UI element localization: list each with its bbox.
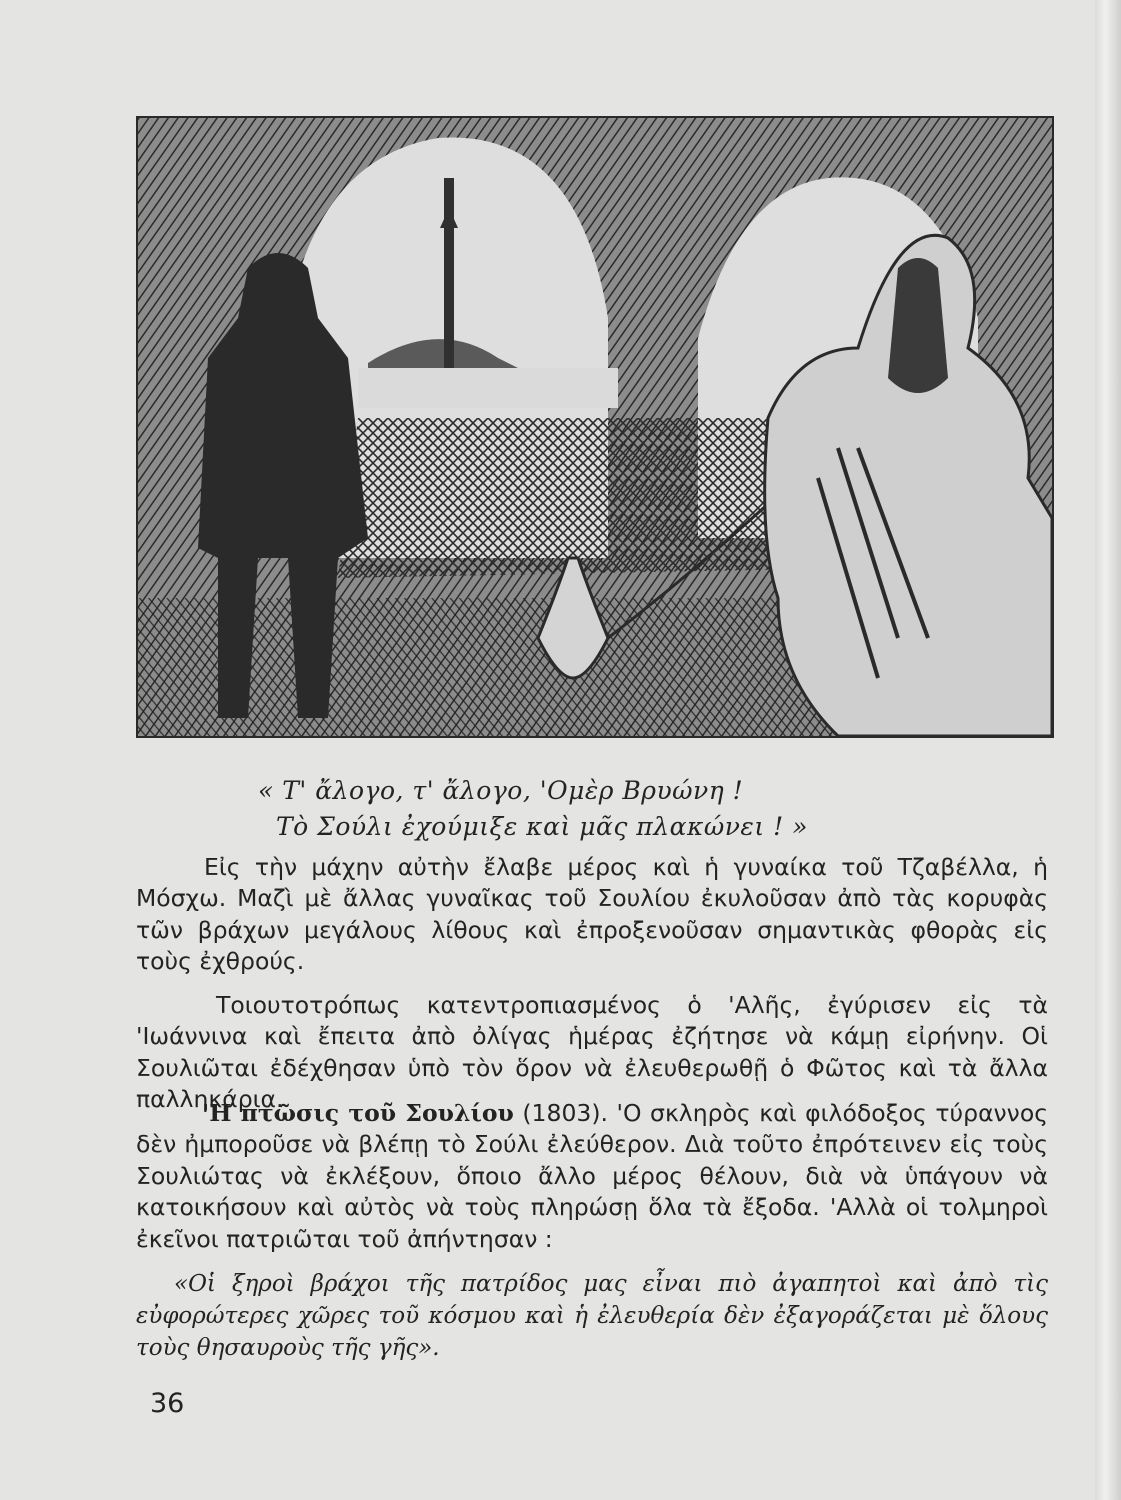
minaret xyxy=(444,178,454,368)
illustration-drawing xyxy=(138,118,1052,736)
paragraph-3-text: (1803). 'Ο σκληρὸς καὶ φιλόδοξος τύραννος δὲν ἠμποροῦσε νὰ βλέπῃ τὸ Σούλι ἐλεύθερον. Διὰ τοῦτο ἐπρότεινεν εἰς τοὺς Σουλιώτας νὰ ἐκλέξουν, ὅποιο ἄλλο μέρος θέλουν, διὰ νὰ ὑπάγουν νὰ κατοικήσουν καὶ αὐτὸς νὰ τοὺς πληρώσῃ ὅλα τὰ ἔξοδα. 'Αλλὰ οἱ τολμηροὶ ἐκεῖνοι πατριῶται τοῦ ἀπήντησαν : xyxy=(136,1099,1048,1253)
paragraph-2: Τοιουτοτρόπως κατεντροπιασμένος ὁ 'Αλῆς, ἐγύρισεν εἰς τὰ 'Ιωάννινα καὶ ἔπειτα ἀπὸ ὀλίγας ἡμέρας ἐζήτησε νὰ κάμῃ εἰρήνην. Οἱ Σουλιῶται ἐδέχθησαν ὑπὸ τὸν ὅρον νὰ ἐλευθερωθῇ ὁ Φῶτος καὶ τὰ ἄλλα παλληκάρια. xyxy=(136,991,1048,1114)
page-edge xyxy=(1095,0,1121,1500)
water xyxy=(358,368,618,408)
paragraph-1: Εἰς τὴν μάχην αὐτὴν ἔλαβε μέρος καὶ ἡ γυναίκα τοῦ Τζαβέλλα, ἡ Μόσχω. Μαζὶ μὲ ἄλλας γυναῖκας τοῦ Σουλίου ἐκυλοῦσαν ἀπὸ τὰς κορυφὰς τῶν βράχων μεγάλους λίθους καὶ ἐπροξενοῦσαν σημαντικὰς φθορὰς εἰς τοὺς ἐχθρούς. xyxy=(136,853,1048,976)
section-heading: 'Η πτῶσις τοῦ Σουλίου xyxy=(202,1099,514,1127)
quote-paragraph: «Οἱ ξηροὶ βράχοι τῆς πατρίδος μας εἶναι πιὸ ἀγαπητοὶ καὶ ἀπὸ τὶς εὐφορώτερες χῶρες τοῦ κόσμου καὶ ἡ ἐλευθερία δὲν ἐξαγοράζεται μὲ ὅλους τοὺς θησαυροὺς τῆς γῆς». xyxy=(136,1271,1048,1361)
verse-line-2: Τὸ Σούλι ἐχούμιξε καὶ μᾶς πλακώνει ! » xyxy=(276,812,808,841)
page-number: 36 xyxy=(150,1388,185,1419)
illustration xyxy=(136,116,1054,738)
verse-line-1: « Τ' ἄλογο, τ' ἄλογο, 'Ομὲρ Βρυώνη ! xyxy=(258,776,744,805)
paragraph-3 xyxy=(136,1098,1048,1255)
